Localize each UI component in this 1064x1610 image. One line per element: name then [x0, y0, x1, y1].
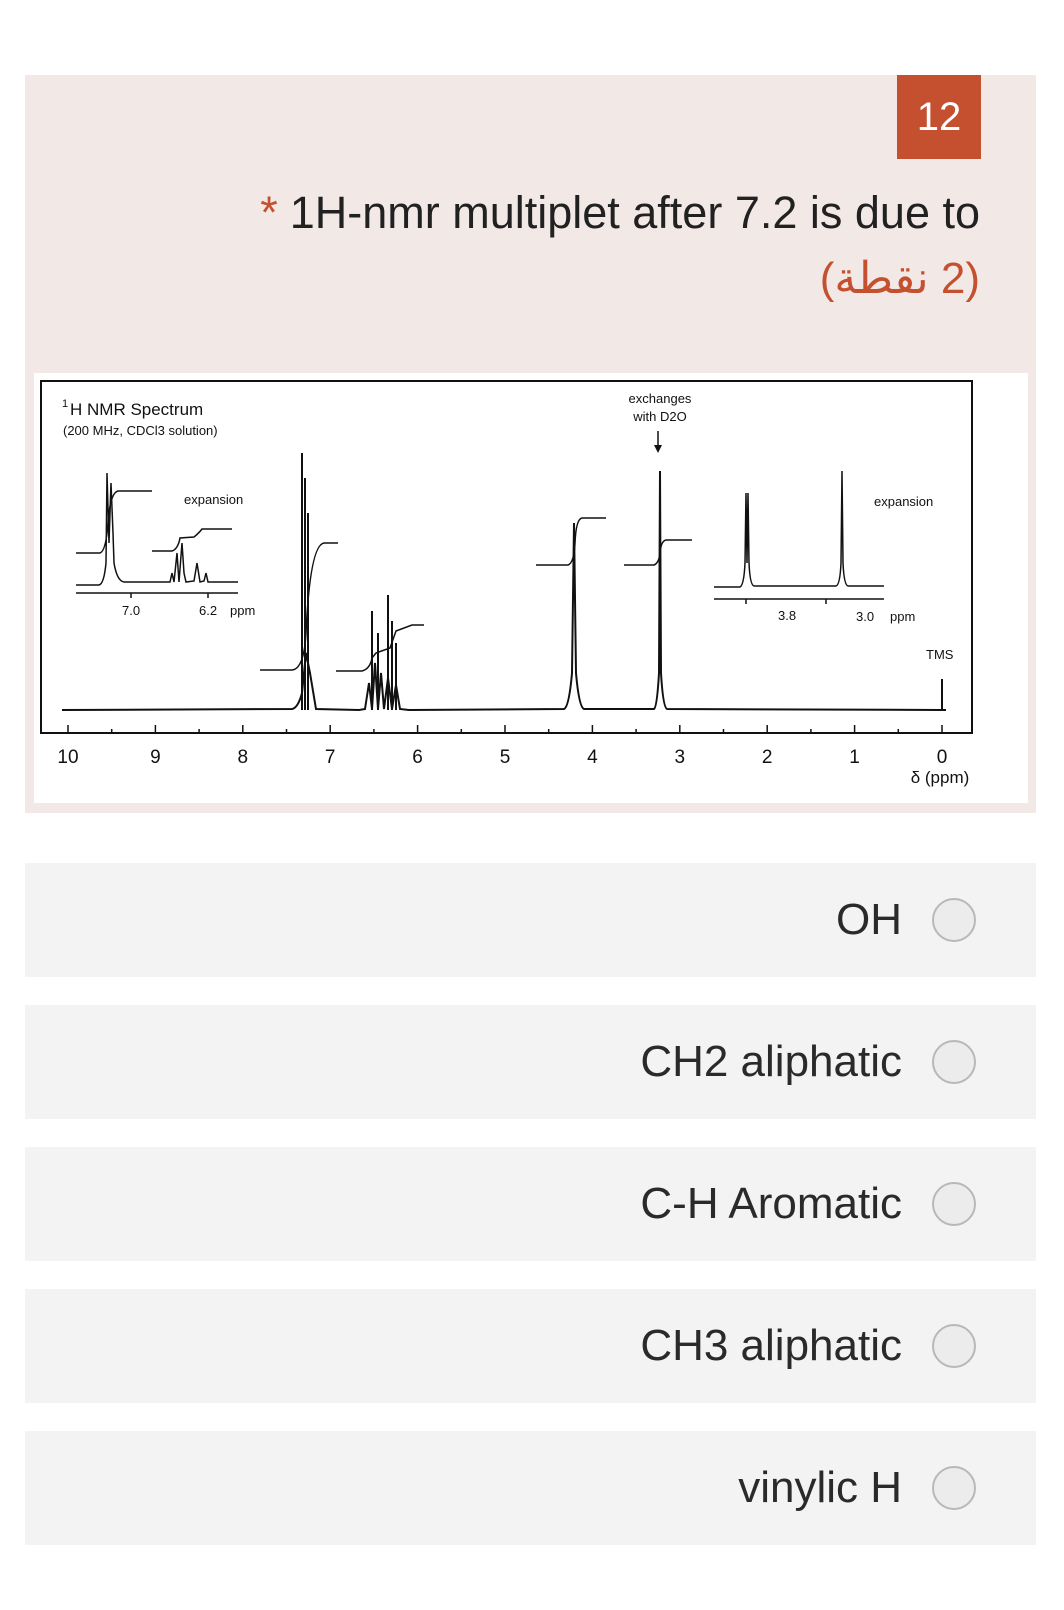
axis-tick-label: 9 — [150, 747, 161, 768]
answer-option[interactable] — [25, 1005, 1036, 1119]
inset-right-unit: ppm — [890, 609, 916, 624]
axis-tick-label: 0 — [936, 747, 948, 768]
inset-left-expansion: expansion — [184, 492, 244, 507]
spectrum-title: H NMR Spectrum — [70, 400, 204, 419]
inset-left-integral-2 — [152, 529, 232, 551]
axis-tick-label: 4 — [587, 747, 598, 768]
inset-left-tick-label-1: 7.0 — [122, 603, 141, 618]
inset-right-tick-label-2: 3.0 — [856, 609, 875, 624]
answer-option[interactable] — [25, 1289, 1036, 1403]
axis-tick-label: 8 — [237, 747, 249, 768]
integral-vinylic — [336, 625, 424, 671]
answer-option[interactable] — [25, 863, 1036, 977]
required-marker: * — [260, 187, 278, 238]
integral-aromatic — [260, 543, 338, 670]
question-card — [25, 75, 1036, 813]
axis-tick-label: 1 — [849, 747, 860, 768]
answer-option[interactable] — [25, 1431, 1036, 1545]
inset-right-tick-label-1: 3.8 — [778, 608, 797, 623]
exchanges-label-2: with D2O — [633, 409, 687, 424]
radio-button[interactable] — [932, 1324, 976, 1368]
radio-button[interactable] — [932, 1466, 976, 1510]
axis-tick-label: 5 — [499, 747, 511, 768]
integral-ch2 — [536, 518, 606, 565]
question-number-badge — [897, 75, 981, 159]
axis-tick-label: 2 — [761, 747, 773, 768]
axis-tick-label: 7 — [324, 747, 336, 768]
answer-option-label: CH3 aliphatic — [640, 1321, 902, 1370]
answer-option-label: CH2 aliphatic — [640, 1037, 902, 1086]
axis-tick-label: 3 — [674, 747, 686, 768]
question-number: 12 — [916, 94, 962, 139]
inset-right-trace — [714, 471, 884, 587]
radio-button[interactable] — [932, 898, 976, 942]
spectrum-title-sup: 1 — [62, 398, 69, 410]
exchanges-label-1: exchanges — [628, 391, 692, 406]
answer-option-label: OH — [836, 895, 902, 944]
axis-tick-label: 6 — [412, 747, 423, 768]
integral-oh — [624, 540, 692, 565]
question-points: (2 نقطة) — [819, 254, 980, 303]
question-text: 1H-nmr multiplet after 7.2 is due to — [289, 187, 980, 238]
inset-left-unit: ppm — [230, 603, 256, 618]
axis-ticks — [68, 725, 942, 733]
axis-labels — [57, 747, 947, 768]
inset-left-tick-label-2: 6.2 — [199, 603, 218, 618]
axis-unit: δ (ppm) — [910, 768, 970, 787]
radio-button[interactable] — [932, 1182, 976, 1226]
question-title — [260, 187, 980, 239]
axis-tick-label: 10 — [57, 747, 79, 768]
nmr-spectrum-svg — [34, 373, 1028, 803]
answer-option-label: vinylic H — [738, 1463, 902, 1512]
nmr-spectrum-image — [34, 373, 1028, 803]
tms-label: TMS — [926, 647, 954, 662]
radio-button[interactable] — [932, 1040, 976, 1084]
answer-option-label: C-H Aromatic — [640, 1179, 902, 1228]
inset-right-expansion: expansion — [874, 494, 934, 509]
exchanges-arrowhead — [654, 445, 662, 453]
answer-option[interactable] — [25, 1147, 1036, 1261]
spectrum-subtitle: (200 MHz, CDCl3 solution) — [63, 423, 218, 438]
